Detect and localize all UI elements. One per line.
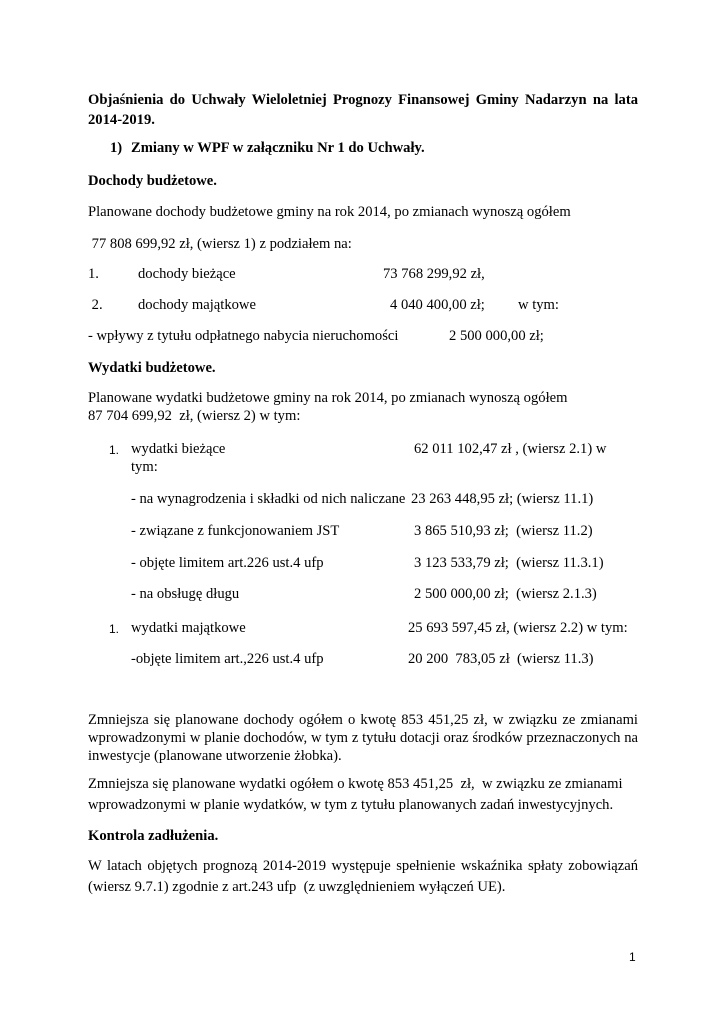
dochody-item-1-label: dochody bieżące [138,266,236,282]
wydatki-biezace-item-value: 23 263 448,95 zł; (wiersz 11.1) [411,491,594,507]
wydatki-heading: Wydatki budżetowe. [88,360,216,376]
wydatki-biezace-value: 62 011 102,47 zł , (wiersz 2.1) w [414,441,607,457]
dochody-item-2-extra: w tym: [518,297,559,313]
dochody-heading: Dochody budżetowe. [88,173,217,189]
wydatki-majatkowe-num: 1. [109,622,120,636]
wydatki-intro-2: 87 704 699,92 zł, (wiersz 2) w tym: [88,408,301,424]
wydatki-biezace-item-label: - związane z funkcjonowaniem JST [131,523,340,539]
dochody-item-2-num: 2. [88,297,103,313]
dochody-item-1-num: 1. [88,266,99,282]
dochody-sub-value: 2 500 000,00 zł; [449,328,544,344]
kontrola-heading: Kontrola zadłużenia. [88,828,219,844]
wydatki-biezace-item-label: - objęte limitem art.226 ust.4 ufp [131,555,324,571]
section-number: 1) [110,140,123,156]
wydatki-biezace-item-value: 3 865 510,93 zł; (wiersz 11.2) [414,523,593,539]
document-title: Objaśnienia do Uchwały Wieloletniej Prognozy Finansowej Gminy Nadarzyn na lata 2014-2019. [88,92,638,128]
zmniejszenie-wydatki-line-2: wprowadzonymi w planie wydatków, w tym z tytułu planowanych zadań inwestycyjnych. [88,797,614,813]
wydatki-biezace-label: wydatki bieżące [131,441,226,457]
dochody-intro: Planowane dochody budżetowe gminy na rok 2014, po zmianach wynoszą ogółem [88,204,571,220]
wydatki-biezace-item-value: 2 500 000,00 zł; (wiersz 2.1.3) [414,586,597,602]
dochody-sub-label: - wpływy z tytułu odpłatnego nabycia nieruchomości [88,328,399,344]
wydatki-majatkowe-item-value: 20 200 783,05 zł (wiersz 11.3) [408,651,594,667]
wydatki-biezace-cont: tym: [131,459,158,475]
dochody-item-2-value: 4 040 400,00 zł; [390,297,485,313]
wydatki-biezace-item-value: 3 123 533,79 zł; (wiersz 11.3.1) [414,555,604,571]
section-heading: Zmiany w WPF w załączniku Nr 1 do Uchwały. [131,140,425,156]
wydatki-majatkowe-label: wydatki majątkowe [131,620,246,636]
kontrola-line-2: (wiersz 9.7.1) zgodnie z art.243 ufp (z uwzględnieniem wyłączeń UE). [88,879,506,895]
dochody-total: 77 808 699,92 zł, (wiersz 1) z podziałem na: [88,236,352,252]
zmniejszenie-dochody-paragraph: Zmniejsza się planowane dochody ogółem o kwotę 853 451,25 zł, w związku ze zmianami wprowadzonymi w planie dochodów, w tym z tytułu dotacji oraz środków przeznaczonych na inwestycje (planowane utworzenie żłobka). [88,712,638,764]
wydatki-biezace-item-label: - na obsługę długu [131,586,240,602]
dochody-item-2-label: dochody majątkowe [138,297,256,313]
wydatki-majatkowe-item-label: -objęte limitem art.,226 ust.4 ufp [131,651,324,667]
wydatki-biezace-num: 1. [109,443,120,457]
wydatki-biezace-item-label: - na wynagrodzenia i składki od nich naliczane [131,491,406,507]
dochody-item-1-value: 73 768 299,92 zł, [383,266,485,282]
page-number: 1 [629,950,636,964]
wydatki-majatkowe-value: 25 693 597,45 zł, (wiersz 2.2) w tym: [408,620,628,636]
wydatki-intro-1: Planowane wydatki budżetowe gminy na rok 2014, po zmianach wynoszą ogółem [88,390,568,406]
zmniejszenie-wydatki-line-1: Zmniejsza się planowane wydatki ogółem o kwotę 853 451,25 zł, w związku ze zmianami [88,776,623,792]
kontrola-line-1: W latach objętych prognozą 2014-2019 występuje spełnienie wskaźnika spłaty zobowiązań [88,858,638,874]
